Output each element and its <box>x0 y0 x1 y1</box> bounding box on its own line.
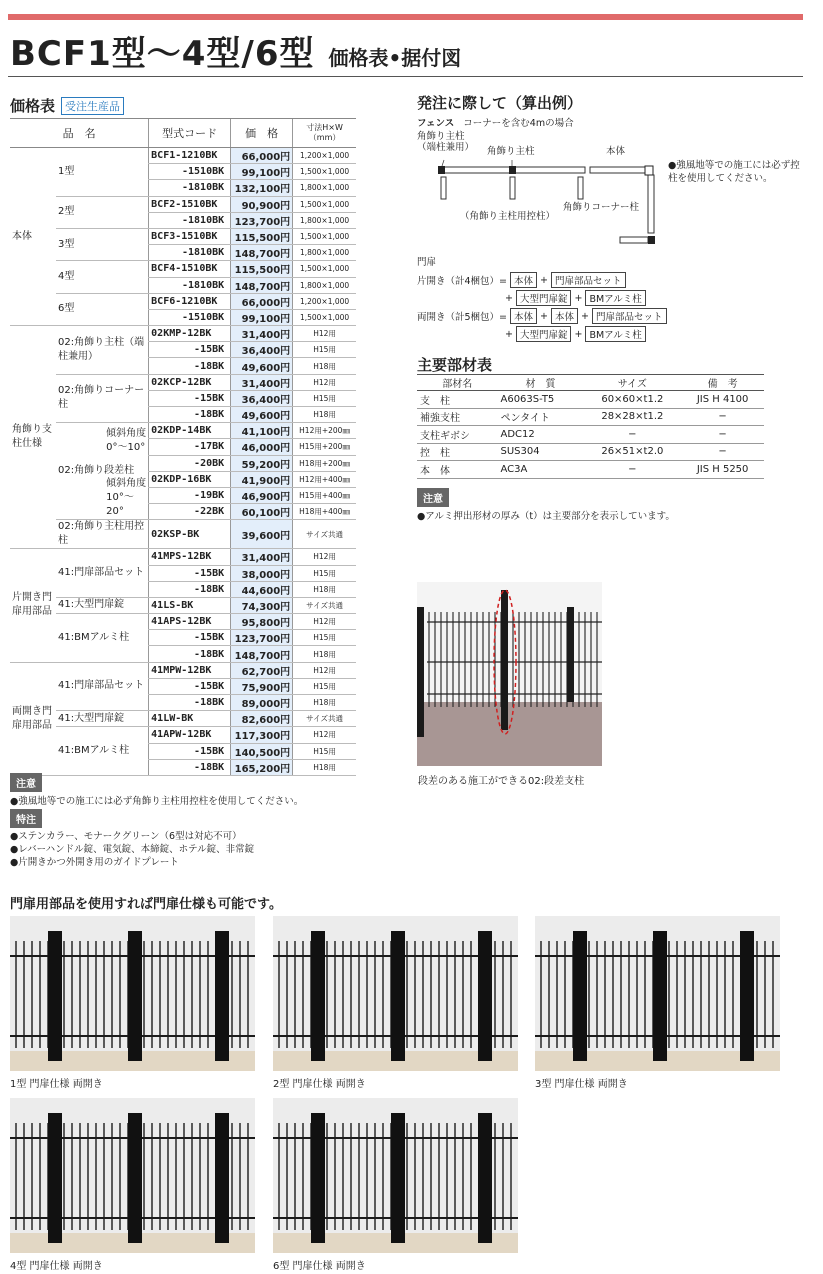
category-cell: 両開き門扉用部品 <box>10 662 56 775</box>
model-code-cell: -18BK <box>149 646 231 662</box>
size-cell: H15用 <box>293 743 356 759</box>
model-code-cell: 02KCP-12BK <box>149 374 231 390</box>
price-cell: 117,300円 <box>231 727 293 743</box>
double-item: 本体 <box>551 308 578 324</box>
price-cell: 115,500円 <box>231 261 293 277</box>
model-code-cell: -18BK <box>149 581 231 597</box>
size-cell: 1,500×1,000 <box>293 261 356 277</box>
price-cell: 66,000円 <box>231 148 293 164</box>
gate-illustration <box>10 1098 255 1253</box>
material-cell: − <box>583 426 681 444</box>
materials-note: ●アルミ押出形材の厚み（t）は主要部分を表示しています。 <box>417 511 675 522</box>
price-cell: 95,800円 <box>231 614 293 630</box>
price-row <box>10 148 356 164</box>
angle-note: 傾斜角度 10°〜20° <box>106 478 147 518</box>
price-cell: 148,700円 <box>231 277 293 293</box>
price-row <box>10 293 356 309</box>
size-cell: H15用 <box>293 565 356 581</box>
price-row <box>10 711 356 727</box>
size-cell: H15用+200㎜ <box>293 439 356 455</box>
diag-main-post-b: 角飾り主柱 <box>487 146 535 157</box>
size-cell: サイズ共通 <box>293 711 356 727</box>
step-pillar-photo <box>417 582 602 766</box>
fence-label: フェンス <box>417 118 455 129</box>
price-cell: 115,500円 <box>231 228 293 244</box>
price-cell: 59,200円 <box>231 455 293 471</box>
plus-sign: + <box>540 274 548 286</box>
feature-item: ●レバーハンドル錠、電気錠、本締錠、ホテル錠、非常錠 <box>10 844 255 855</box>
material-row <box>417 408 764 426</box>
category-cell: 片開き門扉用部品 <box>10 549 56 662</box>
gate-caption-2: 2型 門扉仕様 両開き <box>273 1079 366 1090</box>
size-cell: 1,800×1,000 <box>293 180 356 196</box>
product-name-cell: 41:大型門扉錠 <box>56 597 149 613</box>
model-code-cell: -1510BK <box>149 309 231 325</box>
gate-illustration <box>10 916 255 1071</box>
model-code-cell: -15BK <box>149 390 231 406</box>
model-code-cell: -1810BK <box>149 212 231 228</box>
double-item: 本体 <box>510 308 537 324</box>
double-gate-formula <box>417 308 667 324</box>
gate-section-heading: 門扉用部品を使用すれば門扉仕様も可能です。 <box>10 897 282 912</box>
price-cell: 31,400円 <box>231 326 293 342</box>
size-cell: H18用+400㎜ <box>293 504 356 520</box>
price-table <box>10 118 356 776</box>
plus-sign: + <box>574 328 583 340</box>
model-code-cell: -1510BK <box>149 164 231 180</box>
product-name-cell: 41:門扉部品セット <box>56 549 149 598</box>
product-name-cell: 02:角飾りコーナー柱 <box>56 374 149 423</box>
double-item: BMアルミ柱 <box>585 326 645 342</box>
model-code-cell: -19BK <box>149 487 231 503</box>
size-cell: 1,200×1,000 <box>293 148 356 164</box>
size-cell: H18用 <box>293 358 356 374</box>
fence-layout-diagram <box>430 155 660 245</box>
model-code-cell: 41APS-12BK <box>149 614 231 630</box>
model-code-cell: BCF2-1510BK <box>149 196 231 212</box>
diag-corner-label: 角飾りコーナー柱 <box>563 202 640 213</box>
gate-caption-1: 1型 門扉仕様 両開き <box>10 1079 103 1090</box>
price-heading-text: 価格表 <box>10 97 56 115</box>
size-cell: 1,500×1,000 <box>293 196 356 212</box>
size-cell: 1,800×1,000 <box>293 212 356 228</box>
materials-heading: 主要部材表 <box>417 356 493 374</box>
price-cell: 140,500円 <box>231 743 293 759</box>
single-prefix: 片開き（計4梱包）= <box>417 276 508 287</box>
model-code-cell: -18BK <box>149 759 231 775</box>
material-row <box>417 461 764 479</box>
price-row <box>10 326 356 342</box>
gate-illustration <box>273 916 518 1071</box>
material-cell: A6063S-T5 <box>497 391 583 409</box>
price-cell: 41,100円 <box>231 423 293 439</box>
product-name-cell: 41:BMアルミ柱 <box>56 614 149 663</box>
price-cell: 41,900円 <box>231 471 293 487</box>
price-row <box>10 196 356 212</box>
double-gate-formula-2 <box>505 326 646 342</box>
price-cell: 74,300円 <box>231 597 293 613</box>
product-name-cell: 1型 <box>56 148 149 197</box>
price-cell: 49,600円 <box>231 358 293 374</box>
single-item: 大型門扉錠 <box>516 290 572 306</box>
mat-th: 部材名 <box>417 375 497 391</box>
model-code-cell: -18BK <box>149 358 231 374</box>
wind-note: ●強風地等での施工には必ず控柱を使用してください。 <box>668 160 800 184</box>
price-cell: 75,900円 <box>231 678 293 694</box>
plus-sign: + <box>540 310 548 322</box>
price-cell: 66,000円 <box>231 293 293 309</box>
model-code-cell: BCF4-1510BK <box>149 261 231 277</box>
double-prefix: 両開き（計5梱包）= <box>417 312 508 323</box>
price-cell: 90,900円 <box>231 196 293 212</box>
title-main: BCF1型〜4型/6型 <box>10 34 315 74</box>
model-code-cell: 41LW-BK <box>149 711 231 727</box>
material-cell: 26×51×t2.0 <box>583 443 681 461</box>
model-code-cell: 41LS-BK <box>149 597 231 613</box>
model-code-cell: -17BK <box>149 439 231 455</box>
size-cell: H12用+400㎜ <box>293 471 356 487</box>
material-row <box>417 426 764 444</box>
material-cell: − <box>583 461 681 479</box>
price-cell: 123,700円 <box>231 212 293 228</box>
product-name-cell: 41:門扉部品セット <box>56 662 149 711</box>
material-cell: 60×60×t1.2 <box>583 391 681 409</box>
size-cell: H12用 <box>293 374 356 390</box>
model-code-cell: 41MPW-12BK <box>149 662 231 678</box>
feature-item: ●片開きかつ外開き用のガイドプレート <box>10 857 179 868</box>
price-cell: 46,900円 <box>231 487 293 503</box>
diag-main-post-label <box>417 131 474 153</box>
size-cell: H15用 <box>293 390 356 406</box>
price-row <box>10 597 356 613</box>
material-cell: 28×28×t1.2 <box>583 408 681 426</box>
model-code-cell: 02KSP-BK <box>149 520 231 549</box>
material-cell: 支 柱 <box>417 391 497 409</box>
feature-tag: 特注 <box>10 809 42 828</box>
material-cell: JIS H 4100 <box>681 391 764 409</box>
plus-sign: + <box>574 292 583 304</box>
material-cell: ペンタイト <box>497 408 583 426</box>
category-cell: 角飾り支柱仕様 <box>10 326 56 549</box>
price-cell: 123,700円 <box>231 630 293 646</box>
material-cell: 補強支柱 <box>417 408 497 426</box>
gate-photo-5 <box>273 1098 518 1253</box>
materials-table <box>417 374 764 479</box>
size-cell: 1,500×1,000 <box>293 309 356 325</box>
single-item: 門扉部品セット <box>551 272 626 288</box>
material-cell: SUS304 <box>497 443 583 461</box>
caution-tag-left: 注意 <box>10 773 42 792</box>
price-row <box>10 374 356 390</box>
gate-illustration <box>535 916 780 1071</box>
material-cell: 控 柱 <box>417 443 497 461</box>
size-cell: H15用+400㎜ <box>293 487 356 503</box>
gate-caption-3: 3型 門扉仕様 両開き <box>535 1079 628 1090</box>
price-row <box>10 423 356 439</box>
model-code-cell: -1810BK <box>149 180 231 196</box>
title-sub: 価格表•据付図 <box>328 46 462 70</box>
price-th-name: 品 名 <box>10 119 149 148</box>
price-cell: 39,600円 <box>231 520 293 549</box>
model-code-cell: 02KDP-14BK <box>149 423 231 439</box>
price-cell: 31,400円 <box>231 549 293 565</box>
size-cell: H12用+200㎜ <box>293 423 356 439</box>
price-cell: 99,100円 <box>231 164 293 180</box>
double-item: 大型門扉錠 <box>516 326 572 342</box>
price-row <box>10 727 356 743</box>
size-cell: H18用 <box>293 581 356 597</box>
model-code-cell: -1810BK <box>149 277 231 293</box>
size-cell: 1,800×1,000 <box>293 277 356 293</box>
label-main-post2: （端柱兼用） <box>417 142 475 153</box>
model-code-cell: -15BK <box>149 678 231 694</box>
product-name-cell: 6型 <box>56 293 149 325</box>
size-cell: 1,800×1,000 <box>293 245 356 261</box>
single-gate-formula <box>417 272 626 288</box>
price-row <box>10 614 356 630</box>
size-cell: H15用 <box>293 342 356 358</box>
model-code-cell: 41MPS-12BK <box>149 549 231 565</box>
mat-th: サイズ <box>583 375 681 391</box>
fence-line <box>417 115 574 129</box>
size-cell: 1,500×1,000 <box>293 164 356 180</box>
material-cell: − <box>681 408 764 426</box>
material-cell: ADC12 <box>497 426 583 444</box>
label-main-post: 角飾り主柱 <box>417 131 465 142</box>
size-cell: 1,500×1,000 <box>293 228 356 244</box>
price-th-code: 型式コード <box>149 119 231 148</box>
product-name-cell: 41:大型門扉錠 <box>56 711 149 727</box>
product-name-cell: 02:角飾り主柱用控柱 <box>56 520 149 549</box>
material-cell: JIS H 5250 <box>681 461 764 479</box>
price-row <box>10 228 356 244</box>
material-cell: − <box>681 426 764 444</box>
gate-caption-5: 6型 門扉仕様 両開き <box>273 1261 366 1272</box>
size-cell: H18用 <box>293 646 356 662</box>
mat-th: 材 質 <box>497 375 583 391</box>
size-cell: H18用 <box>293 759 356 775</box>
plus-sign: + <box>505 292 513 304</box>
model-code-cell: -20BK <box>149 455 231 471</box>
price-cell: 36,400円 <box>231 342 293 358</box>
price-cell: 165,200円 <box>231 759 293 775</box>
single-item: BMアルミ柱 <box>585 290 645 306</box>
material-cell: AC3A <box>497 461 583 479</box>
price-cell: 38,000円 <box>231 565 293 581</box>
model-code-cell: BCF6-1210BK <box>149 293 231 309</box>
product-name-cell: 2型 <box>56 196 149 228</box>
gate-photo-4 <box>10 1098 255 1253</box>
size-cell: サイズ共通 <box>293 520 356 549</box>
gate-label: 門扉 <box>417 257 437 268</box>
gate-illustration <box>273 1098 518 1253</box>
model-code-cell: BCF1-1210BK <box>149 148 231 164</box>
size-cell: H12用 <box>293 549 356 565</box>
product-name-cell: 41:BMアルミ柱 <box>56 727 149 776</box>
model-code-cell: -22BK <box>149 504 231 520</box>
price-cell: 148,700円 <box>231 245 293 261</box>
price-row <box>10 549 356 565</box>
page-title <box>10 26 462 74</box>
price-cell: 89,000円 <box>231 695 293 711</box>
size-cell: サイズ共通 <box>293 597 356 613</box>
product-name-cell: 4型 <box>56 261 149 293</box>
price-cell: 36,400円 <box>231 390 293 406</box>
price-cell: 49,600円 <box>231 407 293 423</box>
size-cell: H12用 <box>293 614 356 630</box>
model-code-cell: 02KDP-16BK <box>149 471 231 487</box>
mat-th: 備 考 <box>681 375 764 391</box>
price-cell: 82,600円 <box>231 711 293 727</box>
order-heading: 発注に際して（算出例） <box>417 94 583 112</box>
caution-tag-right: 注意 <box>417 488 449 507</box>
category-cell: 本体 <box>10 148 56 326</box>
model-code-cell: 02KMP-12BK <box>149 326 231 342</box>
plus-sign: + <box>505 328 513 340</box>
product-name-cell: 02:角飾り主柱（端柱兼用） <box>56 326 149 375</box>
price-cell: 99,100円 <box>231 309 293 325</box>
model-code-cell: -15BK <box>149 630 231 646</box>
model-code-cell: -18BK <box>149 695 231 711</box>
price-cell: 44,600円 <box>231 581 293 597</box>
price-heading <box>10 95 124 116</box>
gate-caption-4: 4型 門扉仕様 両開き <box>10 1261 103 1272</box>
price-th-size: 寸法H×W（mm） <box>293 119 356 148</box>
material-cell: 支柱ギボシ <box>417 426 497 444</box>
product-name-cell <box>56 423 149 520</box>
diag-support-label: （角飾り主柱用控柱） <box>460 211 556 222</box>
price-row <box>10 662 356 678</box>
product-name-cell: 3型 <box>56 228 149 260</box>
gate-photo-3 <box>535 916 780 1071</box>
size-cell: H15用 <box>293 678 356 694</box>
model-code-cell: -15BK <box>149 743 231 759</box>
header-accent-bar <box>8 14 803 20</box>
photo-caption: 段差のある施工ができる02:段差支柱 <box>418 776 585 787</box>
price-cell: 60,100円 <box>231 504 293 520</box>
size-cell: H15用 <box>293 630 356 646</box>
title-divider <box>8 76 803 77</box>
size-cell: H12用 <box>293 662 356 678</box>
single-item: 本体 <box>510 272 537 288</box>
price-cell: 132,100円 <box>231 180 293 196</box>
angle-note: 傾斜角度 0°〜10° <box>106 428 147 454</box>
feature-item: ●ステンカラー、モナークグリーン（6型は対応不可） <box>10 831 242 842</box>
price-row <box>10 261 356 277</box>
size-cell: H12用 <box>293 727 356 743</box>
gate-photo-2 <box>273 916 518 1071</box>
price-cell: 31,400円 <box>231 374 293 390</box>
model-code-cell: -15BK <box>149 565 231 581</box>
gate-photo-1 <box>10 916 255 1071</box>
product-name: 02:角飾り段差柱 <box>58 465 135 477</box>
caution-text-left: ●強風地等での施工には必ず角飾り主柱用控柱を使用してください。 <box>10 796 304 807</box>
plus-sign: + <box>581 310 589 322</box>
price-th-price: 価 格 <box>231 119 293 148</box>
material-cell: − <box>681 443 764 461</box>
price-cell: 148,700円 <box>231 646 293 662</box>
material-row <box>417 391 764 409</box>
material-cell: 本 体 <box>417 461 497 479</box>
size-cell: H12用 <box>293 326 356 342</box>
size-cell: H18用 <box>293 695 356 711</box>
made-to-order-badge: 受注生産品 <box>61 97 124 115</box>
model-code-cell: BCF3-1510BK <box>149 228 231 244</box>
price-cell: 46,000円 <box>231 439 293 455</box>
diag-body-label: 本体 <box>606 146 626 157</box>
single-gate-formula-2 <box>505 290 646 306</box>
model-code-cell: 41APW-12BK <box>149 727 231 743</box>
price-row <box>10 520 356 549</box>
size-cell: H18用 <box>293 407 356 423</box>
model-code-cell: -15BK <box>149 342 231 358</box>
price-cell: 62,700円 <box>231 662 293 678</box>
model-code-cell: -18BK <box>149 407 231 423</box>
size-cell: H18用+200㎜ <box>293 455 356 471</box>
material-row <box>417 443 764 461</box>
model-code-cell: -1810BK <box>149 245 231 261</box>
size-cell: 1,200×1,000 <box>293 293 356 309</box>
double-item: 門扉部品セット <box>592 308 667 324</box>
fence-desc: コーナーを含む4mの場合 <box>463 118 574 129</box>
